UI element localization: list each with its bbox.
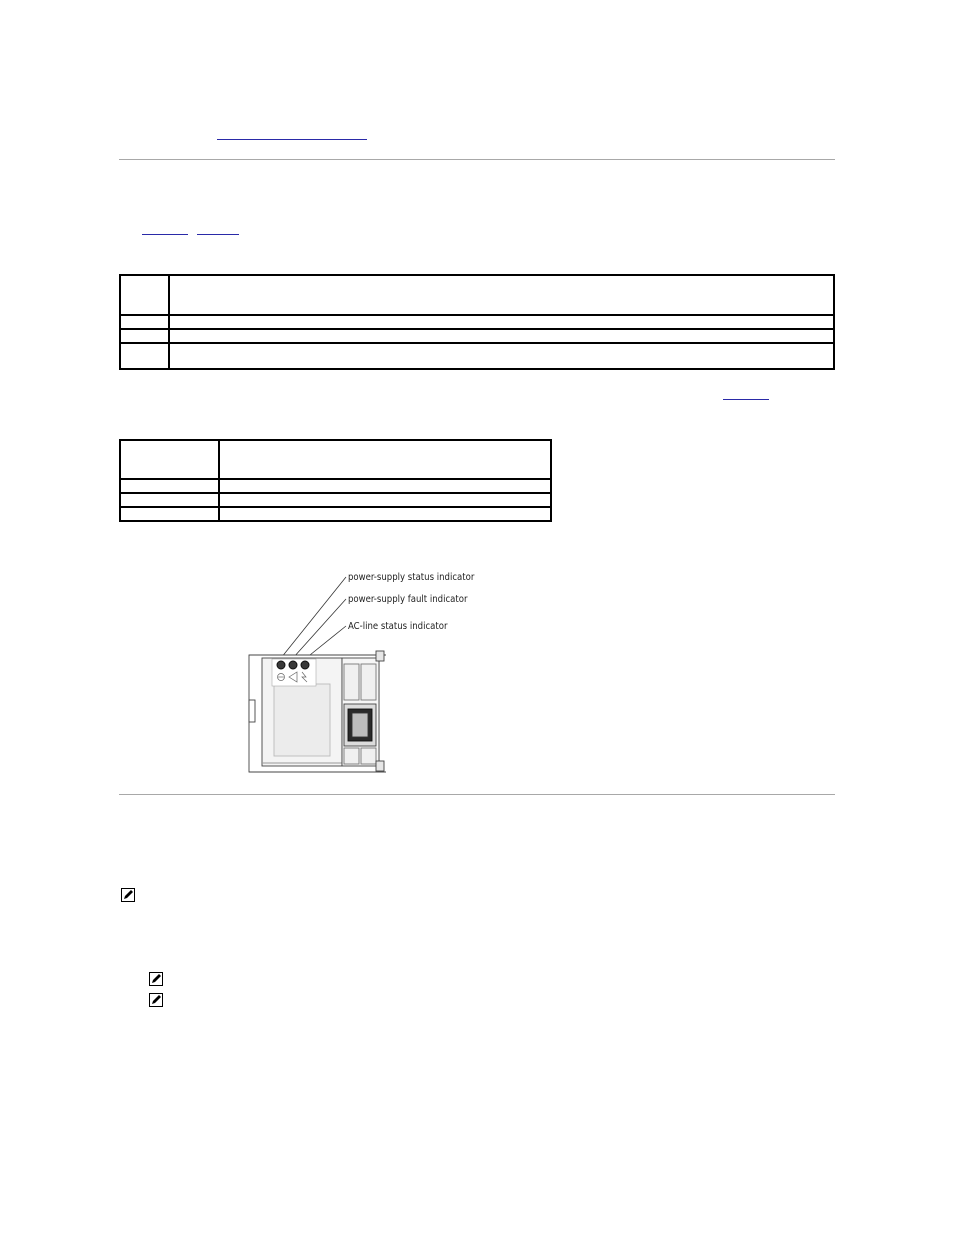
- table-row: [120, 507, 551, 521]
- power-supply-figure: [240, 560, 480, 780]
- table-cell: [219, 440, 551, 479]
- indicator-table-1: [119, 274, 835, 370]
- led-group: [272, 659, 316, 686]
- pencil-note-icon: [149, 993, 163, 1007]
- table-cell: [120, 440, 219, 479]
- table-row: [120, 493, 551, 507]
- table-cell: [169, 275, 834, 315]
- table-row: [120, 315, 834, 329]
- callout-fault: power-supply fault indicator: [348, 594, 468, 605]
- pencil-note-icon: [149, 972, 163, 986]
- table-cell: [169, 315, 834, 329]
- table-row: [120, 329, 834, 343]
- table-row: [120, 343, 834, 369]
- link-1[interactable]: [142, 234, 188, 235]
- table-cell: [120, 479, 219, 493]
- table-row: [120, 275, 834, 315]
- table-cell: [219, 479, 551, 493]
- table-cell: [120, 343, 169, 369]
- indicator-table-2: [119, 439, 552, 522]
- figure-link[interactable]: [723, 399, 769, 400]
- table-cell: [120, 507, 219, 521]
- table-row: [120, 479, 551, 493]
- callout-ac-line: AC-line status indicator: [348, 621, 448, 632]
- table-cell: [120, 315, 169, 329]
- table-cell: [219, 493, 551, 507]
- section-divider-top: [119, 159, 835, 160]
- table-cell: [169, 343, 834, 369]
- pencil-note-icon: [121, 888, 135, 902]
- callout-status: power-supply status indicator: [348, 572, 475, 583]
- table-cell: [120, 329, 169, 343]
- table-cell: [120, 275, 169, 315]
- section-divider-bottom: [119, 794, 835, 795]
- table-cell: [120, 493, 219, 507]
- table-cell: [169, 329, 834, 343]
- link-2[interactable]: [197, 234, 239, 235]
- top-link[interactable]: [217, 139, 367, 140]
- table-row: [120, 440, 551, 479]
- table-cell: [219, 507, 551, 521]
